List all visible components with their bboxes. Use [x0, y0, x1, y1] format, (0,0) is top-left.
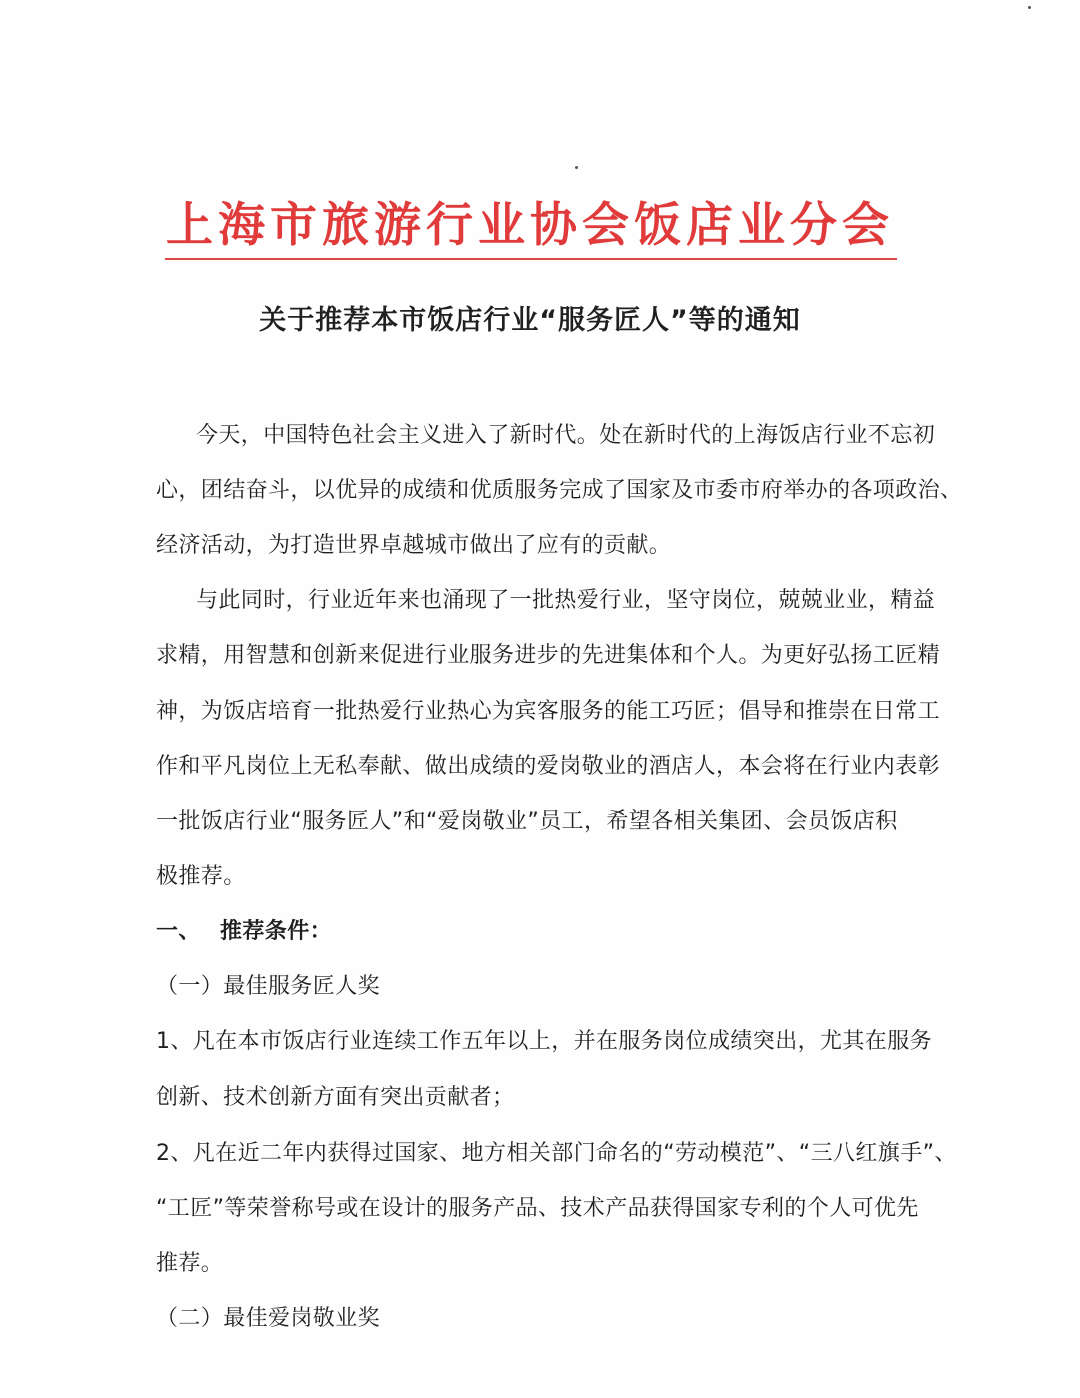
section-number: 一、	[156, 919, 201, 944]
scan-speck	[575, 166, 578, 169]
paragraph-line: 经济活动，为打造世界卓越城市做出了应有的贡献。	[156, 533, 672, 558]
list-item-line: 推荐。	[156, 1251, 224, 1276]
paragraph-line: 神，为饭店培育一批热爱行业热心为宾客服务的能工巧匠；倡导和推崇在日常工	[156, 699, 941, 724]
header-divider	[165, 258, 897, 260]
paragraph-line: 一批饭店行业“服务匠人”和“爱岗敬业”员工，希望各相关集团、会员饭店积	[156, 809, 898, 834]
list-item-line: 2、凡在近二年内获得过国家、地方相关部门命名的“劳动模范”、“三八红旗手”、	[156, 1141, 957, 1166]
scan-speck	[1028, 6, 1031, 9]
subsection-heading: （二）最佳爱岗敬业奖	[156, 1306, 381, 1331]
paragraph-line: 求精，用智慧和创新来促进行业服务进步的先进集体和个人。为更好弘扬工匠精	[156, 643, 941, 668]
paragraph-line: 心，团结奋斗，以优异的成绩和优质服务完成了国家及市委市府举办的各项政治、	[156, 478, 963, 503]
section-heading	[156, 914, 332, 945]
list-item-line: 1、凡在本市饭店行业连续工作五年以上，并在服务岗位成绩突出，尤其在服务	[156, 1029, 932, 1054]
list-item-line: 创新、技术创新方面有突出贡献者；	[156, 1085, 515, 1110]
organization-title: 上海市旅游行业协会饭店业分会	[166, 198, 894, 253]
section-heading-text: 推荐条件：	[220, 919, 333, 944]
paragraph-line: 作和平凡岗位上无私奉献、做出成绩的爱岗敬业的酒店人，本会将在行业内表彰	[156, 754, 941, 779]
notice-title: 关于推荐本市饭店行业“服务匠人”等的通知	[259, 305, 801, 336]
paragraph-line: 今天，中国特色社会主义进入了新时代。处在新时代的上海饭店行业不忘初	[196, 423, 936, 448]
subsection-heading: （一）最佳服务匠人奖	[156, 974, 381, 999]
paragraph-line: 与此同时，行业近年来也涌现了一批热爱行业，坚守岗位，兢兢业业，精益	[196, 588, 936, 613]
paragraph-line: 极推荐。	[156, 864, 246, 889]
list-item-line: “工匠”等荣誉称号或在设计的服务产品、技术产品获得国家专利的个人可优先	[156, 1196, 919, 1221]
